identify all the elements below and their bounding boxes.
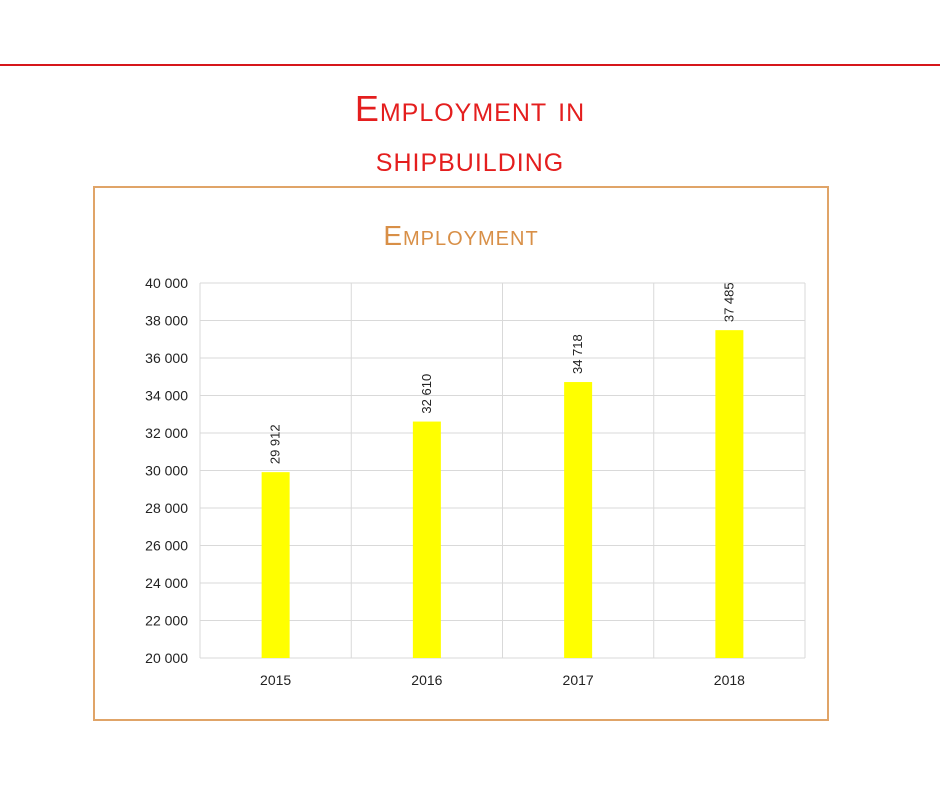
data-label: 37 485: [721, 282, 737, 323]
y-tick-label: 26 000: [145, 537, 188, 554]
slide-title-line-2: shipbuilding: [375, 138, 565, 179]
data-label: 29 912: [267, 424, 283, 465]
slide-title: [0, 84, 940, 184]
bar: [262, 472, 290, 658]
x-tick-label: 2018: [713, 672, 745, 688]
bar: [715, 330, 743, 658]
chart-frame: [93, 186, 829, 721]
chart-title: Employment: [383, 220, 539, 251]
bar: [564, 382, 592, 658]
x-tick-label: 2017: [562, 672, 594, 688]
y-tick-label: 20 000: [145, 650, 188, 666]
y-tick-label: 36 000: [145, 350, 188, 366]
y-tick-label: 22 000: [145, 612, 188, 629]
x-tick-label: 2015: [260, 672, 292, 688]
bar: [413, 422, 441, 658]
y-tick-label: 32 000: [145, 425, 188, 441]
top-divider-line: [0, 64, 940, 66]
data-label: 34 718: [570, 334, 586, 375]
x-tick-label: 2016: [411, 672, 443, 688]
y-tick-label: 40 000: [145, 275, 188, 291]
y-tick-label: 28 000: [145, 500, 188, 516]
data-label: 32 610: [418, 373, 434, 414]
slide-title-line-1: Employment in: [354, 88, 586, 129]
y-tick-label: 24 000: [145, 575, 188, 591]
y-tick-label: 38 000: [145, 312, 188, 329]
bar-chart: [95, 188, 827, 719]
y-tick-label: 34 000: [145, 387, 188, 404]
y-tick-label: 30 000: [145, 462, 188, 479]
